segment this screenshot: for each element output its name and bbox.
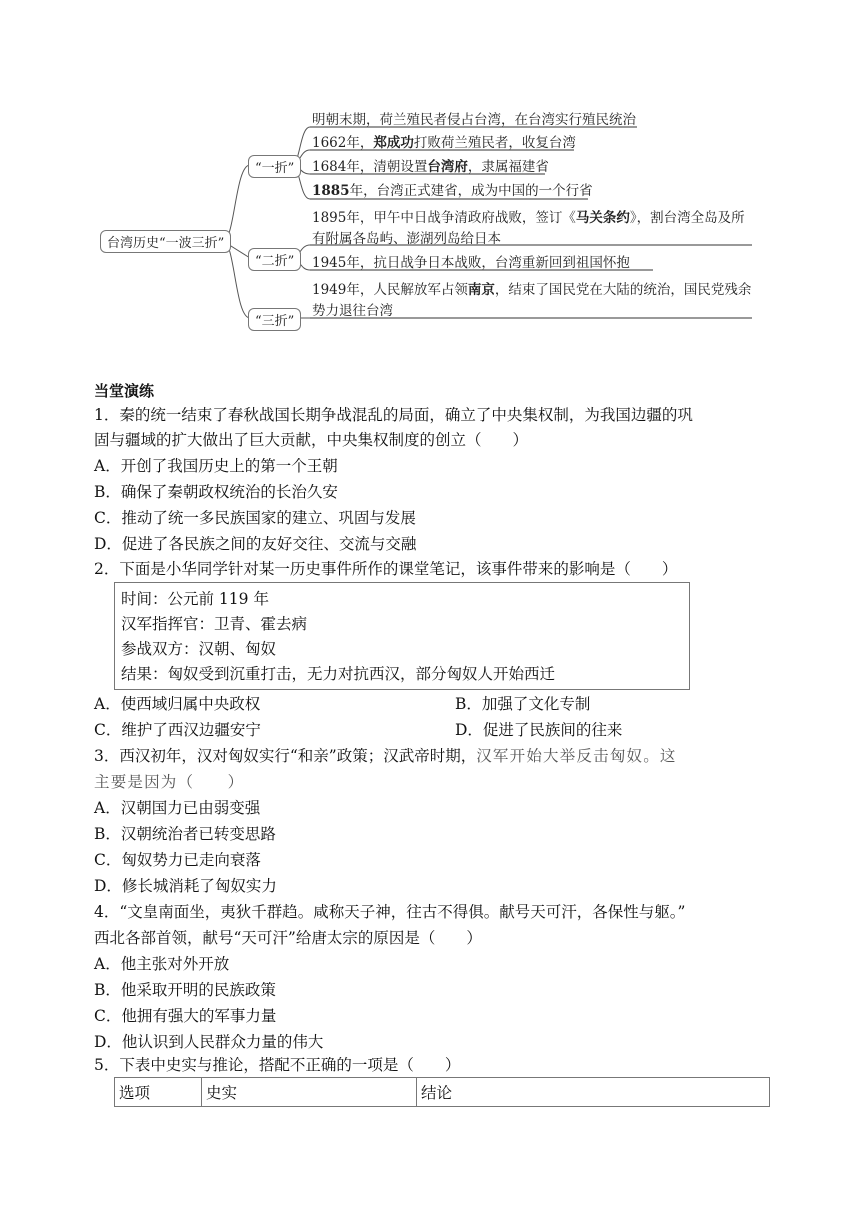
q3-stem-line2: 主要是因为（ ） (94, 773, 245, 791)
q2-note-box (114, 582, 690, 690)
q4-stem-line2: 西北各部首领，献号“天可汗”给唐太宗的原因是（ ） (94, 929, 482, 947)
mindmap-item: 1885年，台湾正式建省，成为中国的一个行省 (312, 183, 593, 199)
highlight-keyword: 台湾府 (427, 159, 468, 175)
mindmap-item: 1895年，甲午中日战争清政府战败，签订《马关条约》，割台湾全岛及所 (312, 210, 745, 226)
note-line: 时间：公元前 119 年 (121, 590, 269, 608)
branch-label-3: “三折” (248, 308, 301, 331)
branch-label-1: “一折” (248, 155, 301, 178)
note-line: 参战双方：汉朝、匈奴 (121, 640, 277, 658)
q1-option-d: D．促进了各民族之间的友好交往、交流与交融 (94, 535, 417, 553)
mindmap-item-cont: 势力退往台湾 (312, 303, 393, 319)
q1-option-b: B．确保了秦朝政权统治的长治久安 (94, 483, 338, 501)
q4-option-a: A．他主张对外开放 (94, 955, 230, 973)
q3-stem-line1: 3．西汉初年，汉对匈奴实行“和亲”政策；汉武帝时期，汉军开始大举反击匈奴。这 (94, 747, 677, 765)
q2-option-c: C．维护了西汉边疆安宁 (94, 721, 261, 739)
mindmap-item: 1662年，郑成功打败荷兰殖民者，收复台湾 (312, 135, 576, 151)
q1-stem-line1: 1．秦的统一结束了春秋战国长期争战混乱的局面，确立了中央集权制，为我国边疆的巩 (94, 406, 693, 424)
branch-label-2: “二折” (248, 248, 301, 271)
mindmap-item: 1945年，抗日战争日本战败，台湾重新回到祖国怀抱 (312, 255, 630, 271)
table-header-row (115, 1078, 770, 1107)
note-line: 汉军指挥官：卫青、霍去病 (121, 615, 308, 633)
taiwan-history-mindmap (0, 0, 860, 350)
q3-option-a: A．汉朝国力已由弱变强 (94, 799, 261, 817)
q1-stem-line2: 固与疆域的扩大做出了巨大贡献，中央集权制度的创立（ ） (94, 431, 529, 449)
mindmap-item-cont: 有附属各岛屿、澎湖列岛给日本 (312, 231, 501, 247)
highlight-keyword: 马关条约 (575, 210, 630, 226)
q3-option-d: D．修长城消耗了匈奴实力 (94, 877, 277, 895)
mindmap-item: 1684年，清朝设置台湾府，隶属福建省 (312, 159, 549, 175)
mindmap-item: 1949年，人民解放军占领南京，结束了国民党在大陆的统治，国民党残余 (312, 282, 752, 298)
q5-stem: 5．下表中史实与推论，搭配不正确的一项是（ ） (94, 1056, 461, 1074)
table-header-cell: 史实 (202, 1078, 417, 1107)
q4-option-b: B．他采取开明的民族政策 (94, 981, 276, 999)
mindmap-root: 台湾历史“一波三折” (100, 230, 231, 253)
highlight-keyword: 南京 (467, 282, 495, 298)
mindmap-item: 明朝末期，荷兰殖民者侵占台湾，在台湾实行殖民统治 (312, 112, 636, 128)
note-line: 结果：匈奴受到沉重打击，无力对抗西汉，部分匈奴人开始西迁 (121, 665, 556, 683)
q3-option-c: C．匈奴势力已走向衰落 (94, 851, 261, 869)
q3-option-b: B．汉朝统治者已转变思路 (94, 825, 276, 843)
q2-option-b: B．加强了文化专制 (455, 695, 591, 713)
q1-option-a: A．开创了我国历史上的第一个王朝 (94, 457, 338, 475)
highlight-keyword: 郑成功 (373, 135, 414, 151)
q2-stem: 2．下面是小华同学针对某一历史事件所作的课堂笔记，该事件带来的影响是（ ） (94, 560, 678, 578)
q2-option-d: D．促进了民族间的往来 (455, 721, 623, 739)
q2-option-a: A．使西域归属中央政权 (94, 695, 261, 713)
table-header-cell: 结论 (417, 1078, 770, 1107)
q4-option-d: D．他认识到人民群众力量的伟大 (94, 1033, 324, 1051)
highlight-keyword: 1885 (312, 183, 350, 199)
section-title: 当堂演练 (94, 382, 155, 400)
q4-stem-line1: 4．“文皇南面坐，夷狄千群趋。咸称天子神，往古不得俱。献号天可汗，各保性与躯。” (94, 903, 686, 921)
table-header-cell: 选项 (115, 1078, 202, 1107)
q1-option-c: C．推动了统一多民族国家的建立、巩固与发展 (94, 509, 416, 527)
q5-table (114, 1077, 770, 1107)
q4-option-c: C．他拥有强大的军事力量 (94, 1007, 277, 1025)
